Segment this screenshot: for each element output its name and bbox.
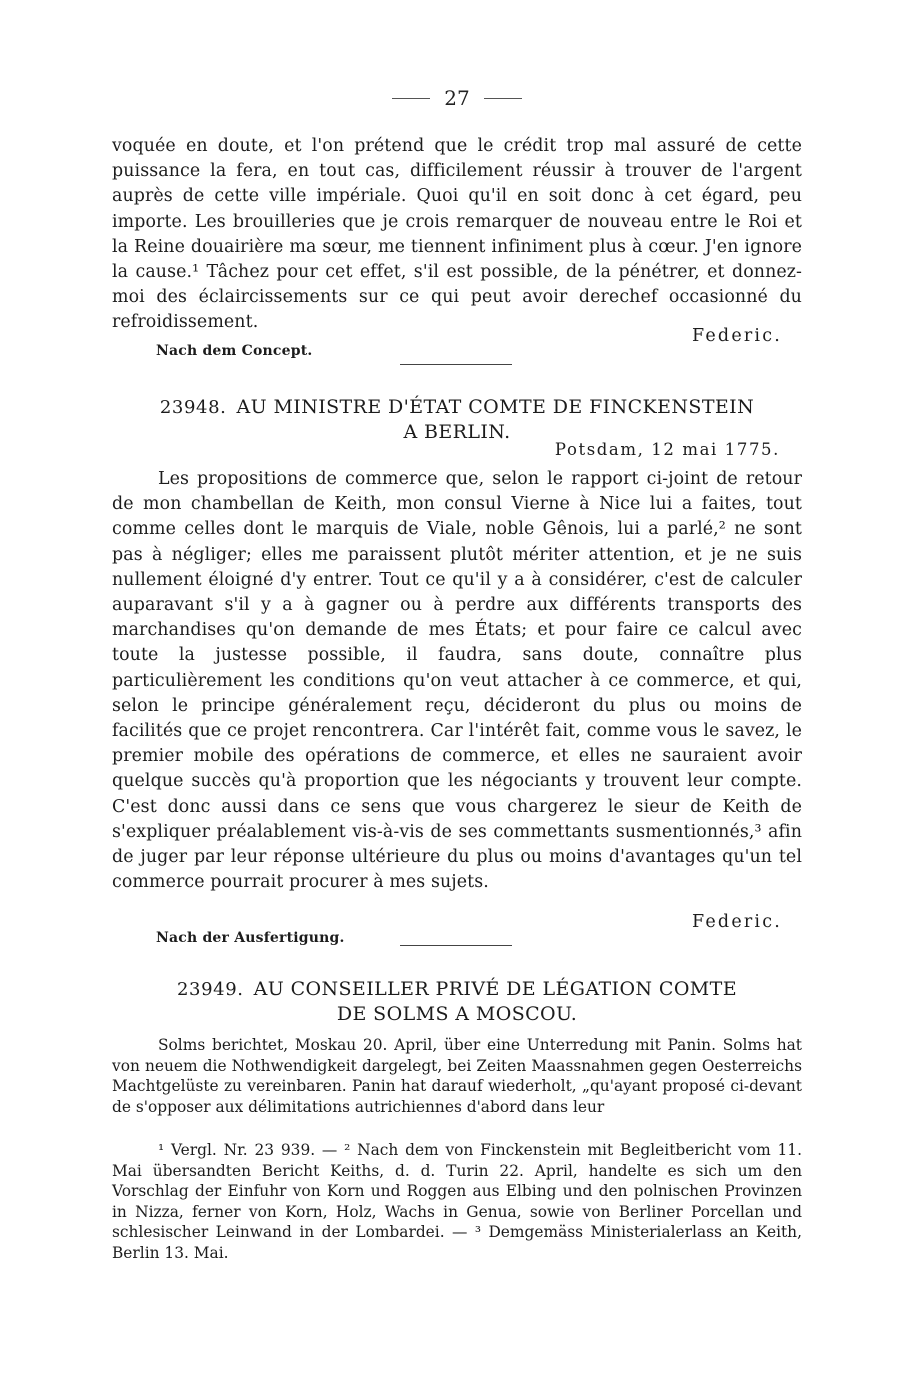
letter-23948-signature: Federic.: [691, 912, 782, 932]
letter-23948-heading-line1: AU MINISTRE D'ÉTAT COMTE DE FINCKENSTEIN: [236, 396, 755, 418]
header-dash-right: [484, 98, 522, 99]
letter-23948-body: [112, 467, 802, 895]
letter-23948-dateline: Potsdam, 12 mai 1775.: [554, 440, 780, 459]
page-header: [112, 86, 802, 110]
header-dash-left: [392, 98, 430, 99]
continuation-block: [112, 134, 802, 336]
section-divider: [400, 364, 512, 365]
section-divider-2: [400, 945, 512, 946]
continuation-source: Nach dem Concept.: [156, 343, 313, 359]
letter-23948-source: Nach der Ausfertigung.: [156, 930, 345, 946]
footnotes: [112, 1140, 802, 1264]
letter-23949-summary: Solms berichtet, Moskau 20. April, über eine Unterredung mit Panin. Solms hat von neuem die Nothwendigkeit dargelegt, bei Zeiten Maassnahmen gegen Oesterreichs Machtgelüste zu vereinbaren. Panin hat darauf wiederholt, „qu'ayant proposé ci-devant de s'opposer aux délimitations autrichiennes d'abord dans leur: [112, 1036, 802, 1116]
letter-23948-number: 23948.: [159, 397, 227, 418]
letter-23949-heading-line1: AU CONSEILLER PRIVÉ DE LÉGATION COMTE: [253, 978, 737, 1000]
letter-23949-number: 23949.: [177, 979, 244, 1000]
continuation-text: voquée en doute, et l'on prétend que le crédit trop mal assuré de cette puissance la fera, en tout cas, difficilement réussir à trouver de l'argent auprès de cette ville impériale. Quoi qu'il en soit donc à cet égard, peu importe. Les brouilleries que je crois remarquer de nouveau entre le Roi et la Reine douairière ma sœur, me tiennent infiniment plus à cœur. J'en ignore la cause.¹ Tâchez pour cet effet, s'il est possible, de la pénétrer, et donnez-moi des éclaircissements sur ce qui peut avoir derechef occasionné du refroidissement.: [112, 136, 802, 333]
letter-23949-heading: [112, 977, 802, 1002]
letter-23948-text: Les propositions de commerce que, selon le rapport ci-joint de retour de mon chambellan de Keith, mon consul Vierne à Nice lui a faites, tout comme celles dont le marquis de Viale, noble Gênois, lui a parlé,² ne sont pas à négliger; elles me paraissent plutôt mériter attention, et je ne suis nullement éloigné d'y entrer. Tout ce qu'il y a à considérer, c'est de calculer auparavant s'il y a à gagner ou à perdre aux différents transports des marchandises qu'on demande de mes États; et pour faire ce calcul avec toute la justesse possible, il faudra, sans doute, connaître plus particulièrement les conditions qu'on veut attacher à ce commerce, et qui, selon le principe généralement reçu, décideront du plus ou moins de facilités que ce projet rencontrera. Car l'intérêt fait, comme vous le savez, le premier mobile des opérations de commerce, et elles ne sauraient avoir quelque succès qu'à proportion que les négociants y trouvent leur compte. C'est donc aussi dans ce sens que vous chargerez le sieur de Keith de s'expliquer préalablement vis-à-vis de ses commettants susmentionnés,³ afin de juger par leur réponse ultérieure du plus ou moins d'avantages qu'un tel commerce pourrait procurer à mes sujets.: [112, 469, 802, 893]
footnotes-text: ¹ Vergl. Nr. 23 939. — ² Nach dem von Finckenstein mit Begleitbericht vom 11. Mai übersandten Bericht Keiths, d. d. Turin 22. April, handelte es sich um den Vorschlag der Einfuhr von Korn und Roggen aus Elbing und den polnischen Provinzen in Nizza, ferner von Korn, Holz, Wachs in Genua, sowie von Berliner Porcellan und schlesischer Leinwand in der Lombardei. — ³ Demgemäss Ministerialerlass an Keith, Berlin 13. Mai.: [112, 1141, 802, 1262]
continuation-signature: Federic.: [691, 326, 782, 346]
letter-23949-body: [112, 1035, 802, 1117]
page-number: 27: [444, 86, 470, 110]
letter-23948-heading-line2: A BERLIN.: [403, 421, 511, 443]
letter-23948-heading: [112, 395, 802, 420]
letter-23949-heading-line2: DE SOLMS A MOSCOU.: [336, 1003, 578, 1025]
